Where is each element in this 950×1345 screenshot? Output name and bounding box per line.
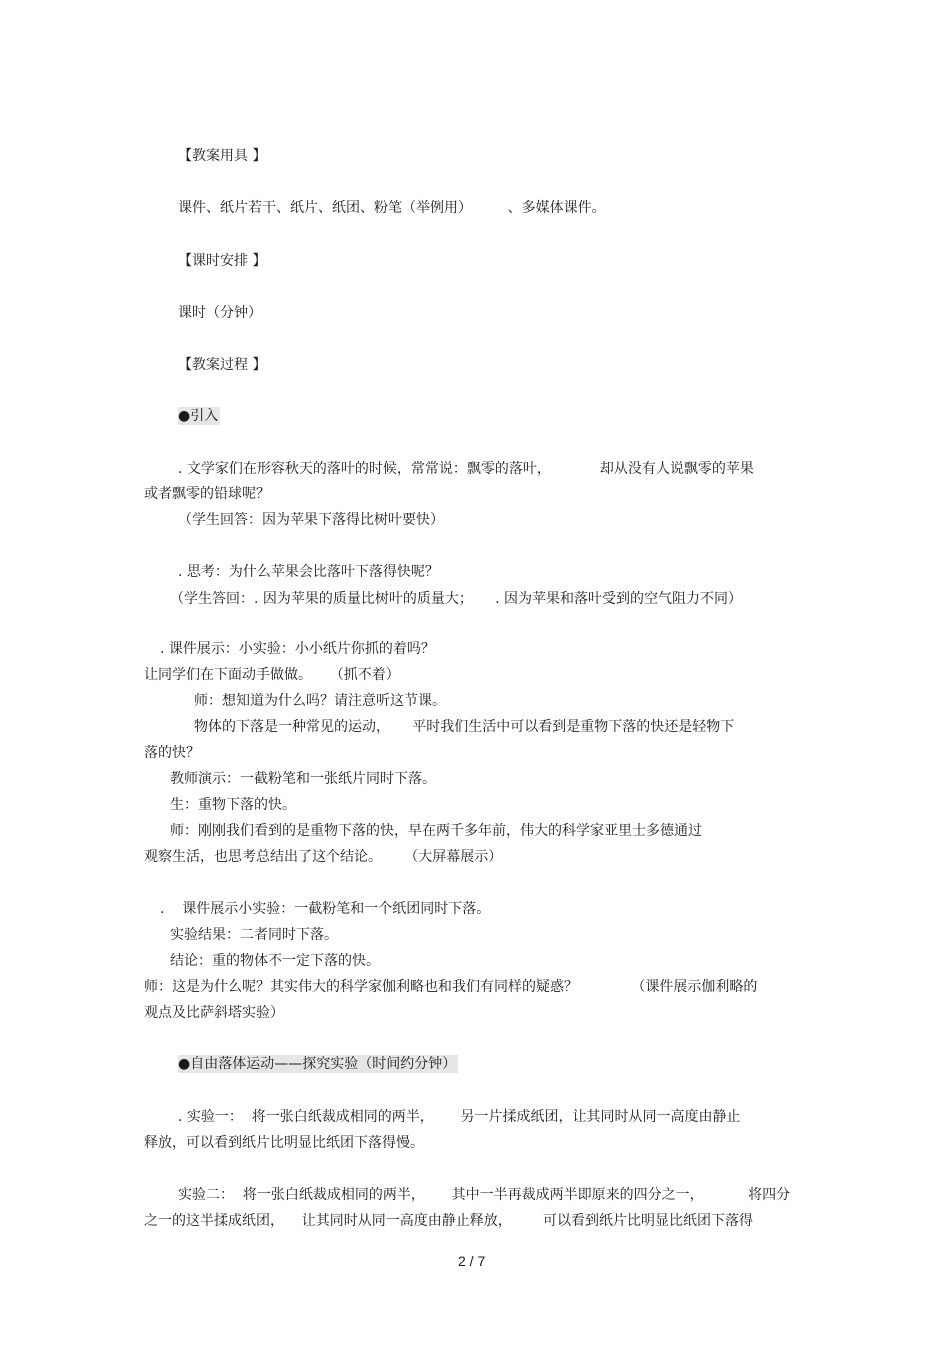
exp2-line2: 之一的这半揉成纸团， 让其同时从同一高度由静止释放， 可以看到纸片比明显比纸团下落得 [144, 1213, 753, 1229]
intro-title [178, 407, 220, 425]
p3-line9: 观察生活，也思考总结出了这个结论。 （大屏幕展示） [144, 849, 503, 865]
p3-line5: 落的快？ [144, 745, 200, 761]
tools-heading: 【教案用具 】 [178, 148, 267, 164]
p3-line4: 物体的下落是一种常见的运动， 平时我们生活中可以看到是重物下落的快还是轻物下 [194, 719, 735, 735]
p4-line3: 结论：重的物体不一定下落的快。 [170, 953, 380, 969]
exp1-line2: 释放，可以看到纸片比明显比纸团下落得慢。 [144, 1135, 424, 1151]
tools-body: 课件、纸片若干、纸片、纸团、粉笔（举例用） 、多媒体课件。 [178, 200, 606, 216]
p4-line5: 观点及比萨斜塔实验） [144, 1005, 284, 1021]
p4-line1: . 课件展示小实验：一截粉笔和一个纸团同时下落。 [160, 901, 491, 917]
schedule-body: 课时（分钟） [178, 305, 262, 321]
intro-title-text: ●引入 [178, 408, 219, 424]
p3-line6: 教师演示：一截粉笔和一张纸片同时下落。 [170, 771, 436, 787]
p3-line1: . 课件展示：小实验：小小纸片你抓的着吗？ [160, 641, 435, 657]
freefall-title [178, 1055, 458, 1073]
p3-line8: 师：刚刚我们看到的是重物下落的快，早在两千多年前，伟大的科学家亚里士多德通过 [170, 823, 702, 839]
q2-line1: . 思考：为什么苹果会比落叶下落得快呢？ [178, 564, 439, 580]
p3-line7: 生：重物下落的快。 [170, 797, 296, 813]
q2-answer: （学生答回：. 因为苹果的质量比树叶的质量大； . 因为苹果和落叶受到的空气阻力不同） [170, 591, 743, 607]
p4-line2: 实验结果：二者同时下落。 [170, 927, 338, 943]
q1-line2: 或者飘零的铅球呢？ [144, 486, 270, 502]
exp1-line1: . 实验一： 将一张白纸裁成相同的两半， 另一片揉成纸团，让其同时从同一高度由静止 [178, 1109, 741, 1125]
freefall-title-text: ●自由落体运动——探究实验（时间约分钟） [178, 1056, 457, 1072]
p4-line4: 师：这是为什么呢？其实伟大的科学家伽利略也和我们有同样的疑惑？ （课件展示伽利略的 [144, 979, 758, 995]
exp2-line1: 实验二： 将一张白纸裁成相同的两半， 其中一半再裁成两半即原来的四分之一， 将四分 [178, 1187, 791, 1203]
q1-line1: . 文学家们在形容秋天的落叶的时候，常常说：飘零的落叶， 却从没有人说飘零的苹果 [178, 461, 754, 477]
schedule-heading: 【课时安排 】 [178, 253, 267, 269]
p3-line3: 师：想知道为什么吗？请注意听这节课。 [194, 693, 446, 709]
p3-line2: 让同学们在下面动手做做。 （抓不着） [144, 667, 400, 683]
page-number: 2 / 7 [458, 1253, 486, 1269]
q1-answer: （学生回答：因为苹果下落得比树叶要快） [178, 512, 444, 528]
process-heading: 【教案过程 】 [178, 357, 267, 373]
